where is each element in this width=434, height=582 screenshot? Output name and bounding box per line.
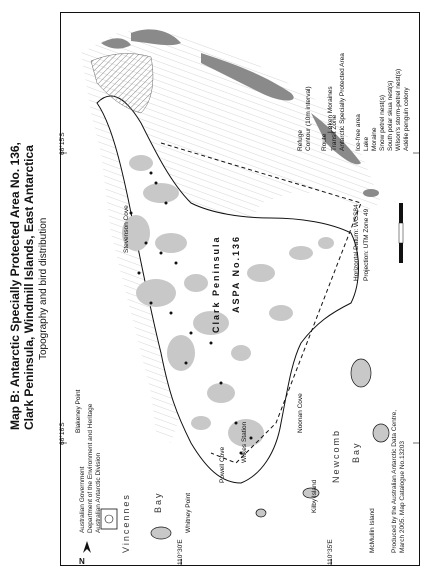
legend-aspa: Antarctic Specially Protected Area bbox=[339, 53, 346, 151]
agency-line1: Australian Government bbox=[79, 466, 86, 533]
legend-contour: Contour (10m interval) bbox=[305, 86, 312, 151]
credit-line2: March 2005. Map Catalogue No.13203 bbox=[399, 440, 406, 553]
noonan-label: Noonan Cove bbox=[297, 393, 304, 433]
title-block bbox=[0, 0, 60, 582]
lon-left-label: 110°30'E bbox=[177, 539, 184, 565]
vincennes-label: Vincennes bbox=[121, 493, 131, 553]
lon-right-label: 110°35'E bbox=[327, 539, 334, 565]
mcmullin-label: McMullin Island bbox=[369, 508, 376, 553]
legend-adelie: Adélie penguin colony bbox=[403, 87, 410, 151]
legend-projection: Projection: UTM Zone 49 bbox=[363, 208, 370, 281]
newcomb-bay-label: Bay bbox=[351, 441, 361, 463]
stevenson-label: Stevenson Cove bbox=[123, 205, 130, 253]
legend-refuge: Refuge bbox=[297, 130, 304, 151]
legend-route: Route bbox=[321, 133, 328, 151]
credit-line1: Produced by the Australian Antarctic Data Centre, bbox=[391, 409, 398, 553]
map-frame bbox=[60, 12, 420, 566]
vincennes-bay-label: Bay bbox=[153, 491, 163, 513]
kilby-label: Kilby Island bbox=[311, 479, 318, 513]
whitney-label: Whitney Point bbox=[185, 492, 192, 533]
north-label: N bbox=[79, 557, 85, 566]
loken-label: Løken Moraines bbox=[327, 86, 334, 133]
aspa-label: ASPA No.136 bbox=[231, 234, 241, 313]
coat-of-arms-logo bbox=[101, 509, 117, 529]
peninsula-label: Clark Peninsula bbox=[211, 235, 221, 333]
newcomb-label: Newcomb bbox=[331, 428, 341, 483]
legend-moraine: Moraine bbox=[371, 127, 378, 151]
legend-skua: South polar skua nest(s) bbox=[387, 80, 394, 151]
lat-bottom-label: 66°16'S bbox=[59, 422, 66, 445]
agency-line3: Australian Antarctic Division bbox=[95, 452, 102, 533]
map-title-line2: Clark Peninsula, Windmill Islands, East Antarctica bbox=[22, 145, 36, 430]
legend-transit-zone: Transit Zone bbox=[331, 114, 338, 151]
legend-ice-free: Ice-free area bbox=[355, 114, 362, 151]
powell-label: Powell Cove bbox=[219, 446, 226, 483]
map-legend bbox=[293, 31, 413, 291]
legend-snow-petrel: Snow petrel nest(s) bbox=[379, 95, 386, 151]
agency-line2: Department of the Environment and Heritage bbox=[87, 403, 94, 533]
wilkes-label: Wilkes Station bbox=[241, 421, 248, 463]
north-arrow-icon bbox=[83, 541, 91, 553]
map-subtitle: Topography and bird distribution bbox=[38, 217, 49, 360]
blakeney-label: Blakeney Point bbox=[75, 389, 82, 433]
legend-datum: Horizontal Datum: WGS84 bbox=[353, 204, 360, 281]
map-title-line1: Map B: Antarctic Specially Protected Area No. 136, bbox=[8, 142, 22, 430]
legend-storm-petrel: Wilson's storm-petrel nest(s) bbox=[395, 68, 402, 151]
legend-lake: Lake bbox=[363, 136, 370, 151]
lat-top-label: 66°15'S bbox=[59, 132, 66, 155]
